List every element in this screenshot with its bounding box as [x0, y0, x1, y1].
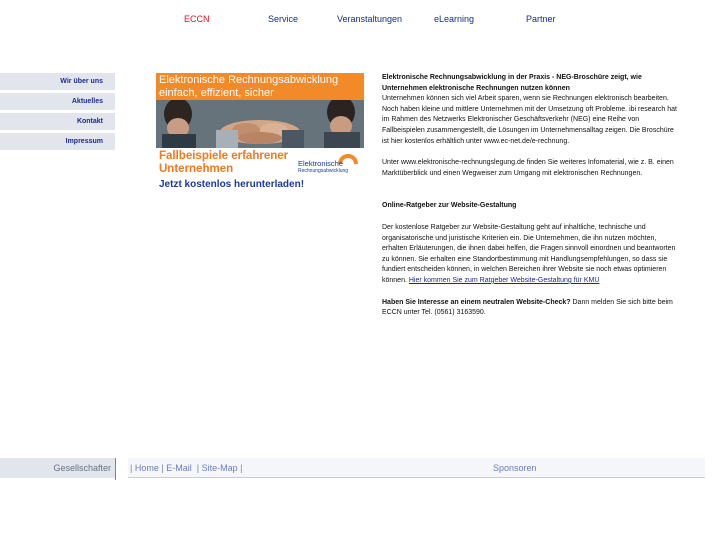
- article1-paragraph1: Unternehmen können sich viel Arbeit sparen, wenn sie Rechnungen elektronisch bearbeiten. Noch haben kleine und mittlere Unternehmen mit der Umsetzung oft Probleme. ibi research hat im Rahmen des Netzwerks Elektronischer Geschäftsverkehr (NEG) eine Reihe von Fallbeispielen zusammengestellt, die Lösungen im Unternehmensalltag zeigen. Die Broschüre ist hier kostenlos erhältlich unter www.ec-net.de/e-rechnung.: [382, 95, 677, 145]
- footer-links: [130, 463, 243, 473]
- sidebar-item-wir-ueber-uns[interactable]: Wir über uns: [0, 73, 115, 90]
- hands-photo-image: [156, 100, 364, 148]
- nav-partner[interactable]: Partner: [526, 14, 556, 24]
- top-navigation: [0, 14, 727, 28]
- footer-sep: |: [196, 463, 200, 473]
- article2-text: Der kostenlose Ratgeber zur Website-Gestaltung geht auf inhaltliche, technische und organisatorische und juristische Kriterien ein. Die Unternehmen, die ihn nutzen möchten, erhalten Erläuterungen, die ihnen dabei helfen, die Fragen sinnvoll einordnen und beantworten zu können. Sie erhalten eine Standortbestimmung mit Handlungsempfehlungen, so dass sie fundiert entscheiden können, in welchen Bereichen ihrer Website sie noch etwas optimieren können.: [382, 223, 676, 284]
- footer-sponsors[interactable]: Sponsoren: [493, 463, 537, 473]
- article3-paragraph: [382, 298, 682, 319]
- banner-title: Elektronische Rechnungsabwicklung: [159, 74, 339, 86]
- website-check-question: Haben Sie Interesse an einem neutralen Website-Check?: [382, 298, 571, 306]
- footer-bar: [128, 458, 705, 478]
- nav-service[interactable]: Service: [268, 14, 299, 24]
- banner-header: [156, 73, 364, 100]
- banner-photo: [156, 100, 364, 148]
- article1-paragraph2: Unter www.elektronische-rechnungslegung.de finden Sie weiteres Infomaterial, wie z. B. einen Marktüberblick und einen Wegweiser zum Umgang mit elektronischen Rechnungen.: [382, 159, 674, 177]
- website-check-contact: Dann melden Sie sich bitte beim ECCN unter Tel. (0561) 3163590.: [382, 298, 673, 317]
- footer-gesellschafter[interactable]: Gesellschafter: [0, 458, 115, 478]
- sidebar-item-kontakt[interactable]: Kontakt: [0, 113, 115, 130]
- ratgeber-link[interactable]: Hier kommen Sie zum Ratgeber Website-Gestaltung für KMU: [408, 276, 600, 284]
- article2-paragraph: [382, 223, 682, 287]
- banner-case-line1: Fallbeispiele erfahrener: [159, 150, 289, 162]
- nav-eccn[interactable]: ECCN: [184, 14, 210, 24]
- banner-case-line2: Unternehmen: [159, 163, 234, 175]
- footer-sep: |: [240, 463, 243, 473]
- footer-divider: [115, 458, 116, 480]
- nav-veranstaltungen[interactable]: Veranstaltungen: [337, 14, 403, 24]
- banner-subtitle: einfach, effizient, sicher: [159, 87, 274, 99]
- footer-sep: |: [161, 463, 164, 473]
- logo-text-main: Elektronische: [298, 159, 344, 168]
- main-content: [382, 73, 682, 319]
- footer-link-home[interactable]: Home: [134, 463, 159, 473]
- footer-link-email[interactable]: E-Mail: [166, 463, 192, 473]
- footer-link-sitemap[interactable]: Site-Map: [201, 463, 238, 473]
- nav-elearning[interactable]: eLearning: [434, 14, 475, 24]
- article1-heading: Elektronische Rechnungsabwicklung in der Praxis - NEG-Broschüre zeigt, wie Unternehmen elektronische Rechnungen nutzen können: [382, 74, 642, 92]
- banner-cta[interactable]: Jetzt kostenlos herunterladen!: [159, 179, 305, 190]
- footer-sep: |: [130, 463, 133, 473]
- sidebar-item-aktuelles[interactable]: Aktuelles: [0, 93, 115, 110]
- sidebar-item-impressum[interactable]: Impressum: [0, 133, 115, 150]
- logo-text-sub: Rechnungsabwicklung: [298, 168, 349, 174]
- footer-underline: [128, 477, 705, 478]
- article2-heading: Online-Ratgeber zur Website-Gestaltung: [382, 202, 517, 210]
- promo-banner[interactable]: [156, 73, 364, 191]
- banner-logo: [298, 151, 360, 175]
- sidebar: [0, 73, 115, 153]
